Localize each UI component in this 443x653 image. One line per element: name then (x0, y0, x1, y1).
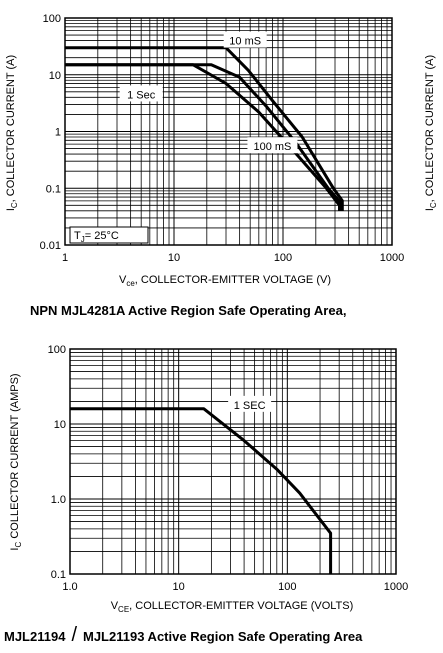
chart2-caption-right: MJL21193 Active Region Safe Operating Area (83, 629, 363, 644)
chart1-xtick-label: 1 (61, 252, 69, 264)
chart2-series-label: 1 SEC (233, 399, 266, 412)
chart1-ylabel-right-sub: C (429, 202, 438, 209)
chart2-caption-left: MJL21194 (4, 629, 66, 644)
chart1-ylabel-right: $I_C$, COLLECTOR CURRENT (A) (424, 54, 438, 212)
chart1-ylabel-left-text: , COLLECTOR CURRENT (A) (5, 54, 17, 203)
chart2-xtick-label: 1000 (383, 581, 409, 593)
chart1-ytick-label: 0.1 (45, 183, 61, 196)
chart2-ylabel: $I_C$ COLLECTOR CURRENT (AMPS) (9, 373, 23, 551)
chart1-xtick-label: 1000 (379, 252, 405, 264)
chart2-caption-sep: / (71, 624, 77, 646)
chart2-xtick-label: 1.0 (62, 581, 78, 593)
chart1-tj-sub: J (80, 235, 85, 244)
chart1-ytick-label: 10 (48, 69, 61, 82)
chart1-ylabel-left-sub: C (10, 202, 19, 209)
chart1-xlabel-text: , COLLECTOR-EMITTER VOLTAGE (V) (134, 274, 331, 286)
chart1-ytick-label: 0.01 (39, 240, 61, 252)
chart1-xlabel-sub: ce (126, 279, 135, 288)
chart2-xtick-label: 100 (278, 581, 297, 593)
chart1-series-label: 100 mS (253, 141, 292, 154)
chart1-tj-annotation: $T_J= 25^\circ C$ (74, 230, 119, 244)
chart1-ylabel-right-text: , COLLECTOR CURRENT (A) (424, 54, 436, 203)
chart1-xlabel: $V_{ce}$, COLLECTOR-EMITTER VOLTAGE (V) (119, 274, 331, 288)
chart2-xlabel-sub: CE (118, 605, 130, 614)
chart1-ytick-label: 100 (42, 13, 61, 25)
chart1-series-label: 1 Sec (127, 89, 156, 102)
chart2-ylabel-sub: C (14, 541, 23, 548)
chart2-ytick-label: 100 (47, 344, 66, 356)
chart2-ylabel-text: COLLECTOR CURRENT (AMPS) (9, 373, 21, 542)
chart2-xtick-label: 10 (172, 581, 185, 593)
chart2-xlabel-text: , COLLECTOR-EMITTER VOLTAGE (VOLTS) (129, 600, 354, 612)
chart2-ytick-label: 0.1 (50, 569, 66, 581)
chart1-xtick-label: 100 (273, 252, 293, 264)
chart-1 (40, 13, 405, 264)
chart2-ytick-label: 1.0 (50, 494, 66, 506)
chart2-xlabel: $V_{CE}$, COLLECTOR-EMITTER VOLTAGE (VOLTS) (110, 600, 354, 614)
chart1-caption: NPN MJL4281A Active Region Safe Operating Area, (30, 303, 347, 318)
chart1-xtick-label: 10 (167, 252, 181, 264)
chart-2 (48, 344, 409, 593)
chart1-series-label: 10 mS (229, 35, 262, 48)
chart1-tj-text: = 25°C (84, 230, 119, 242)
chart2-ytick-label: 10 (53, 419, 66, 431)
chart1-ytick-label: 1 (54, 126, 61, 139)
chart1-ylabel-left: $I_C$, COLLECTOR CURRENT (A) (5, 54, 19, 212)
chart2-caption (4, 624, 363, 646)
chart2-plot-area (70, 349, 396, 574)
